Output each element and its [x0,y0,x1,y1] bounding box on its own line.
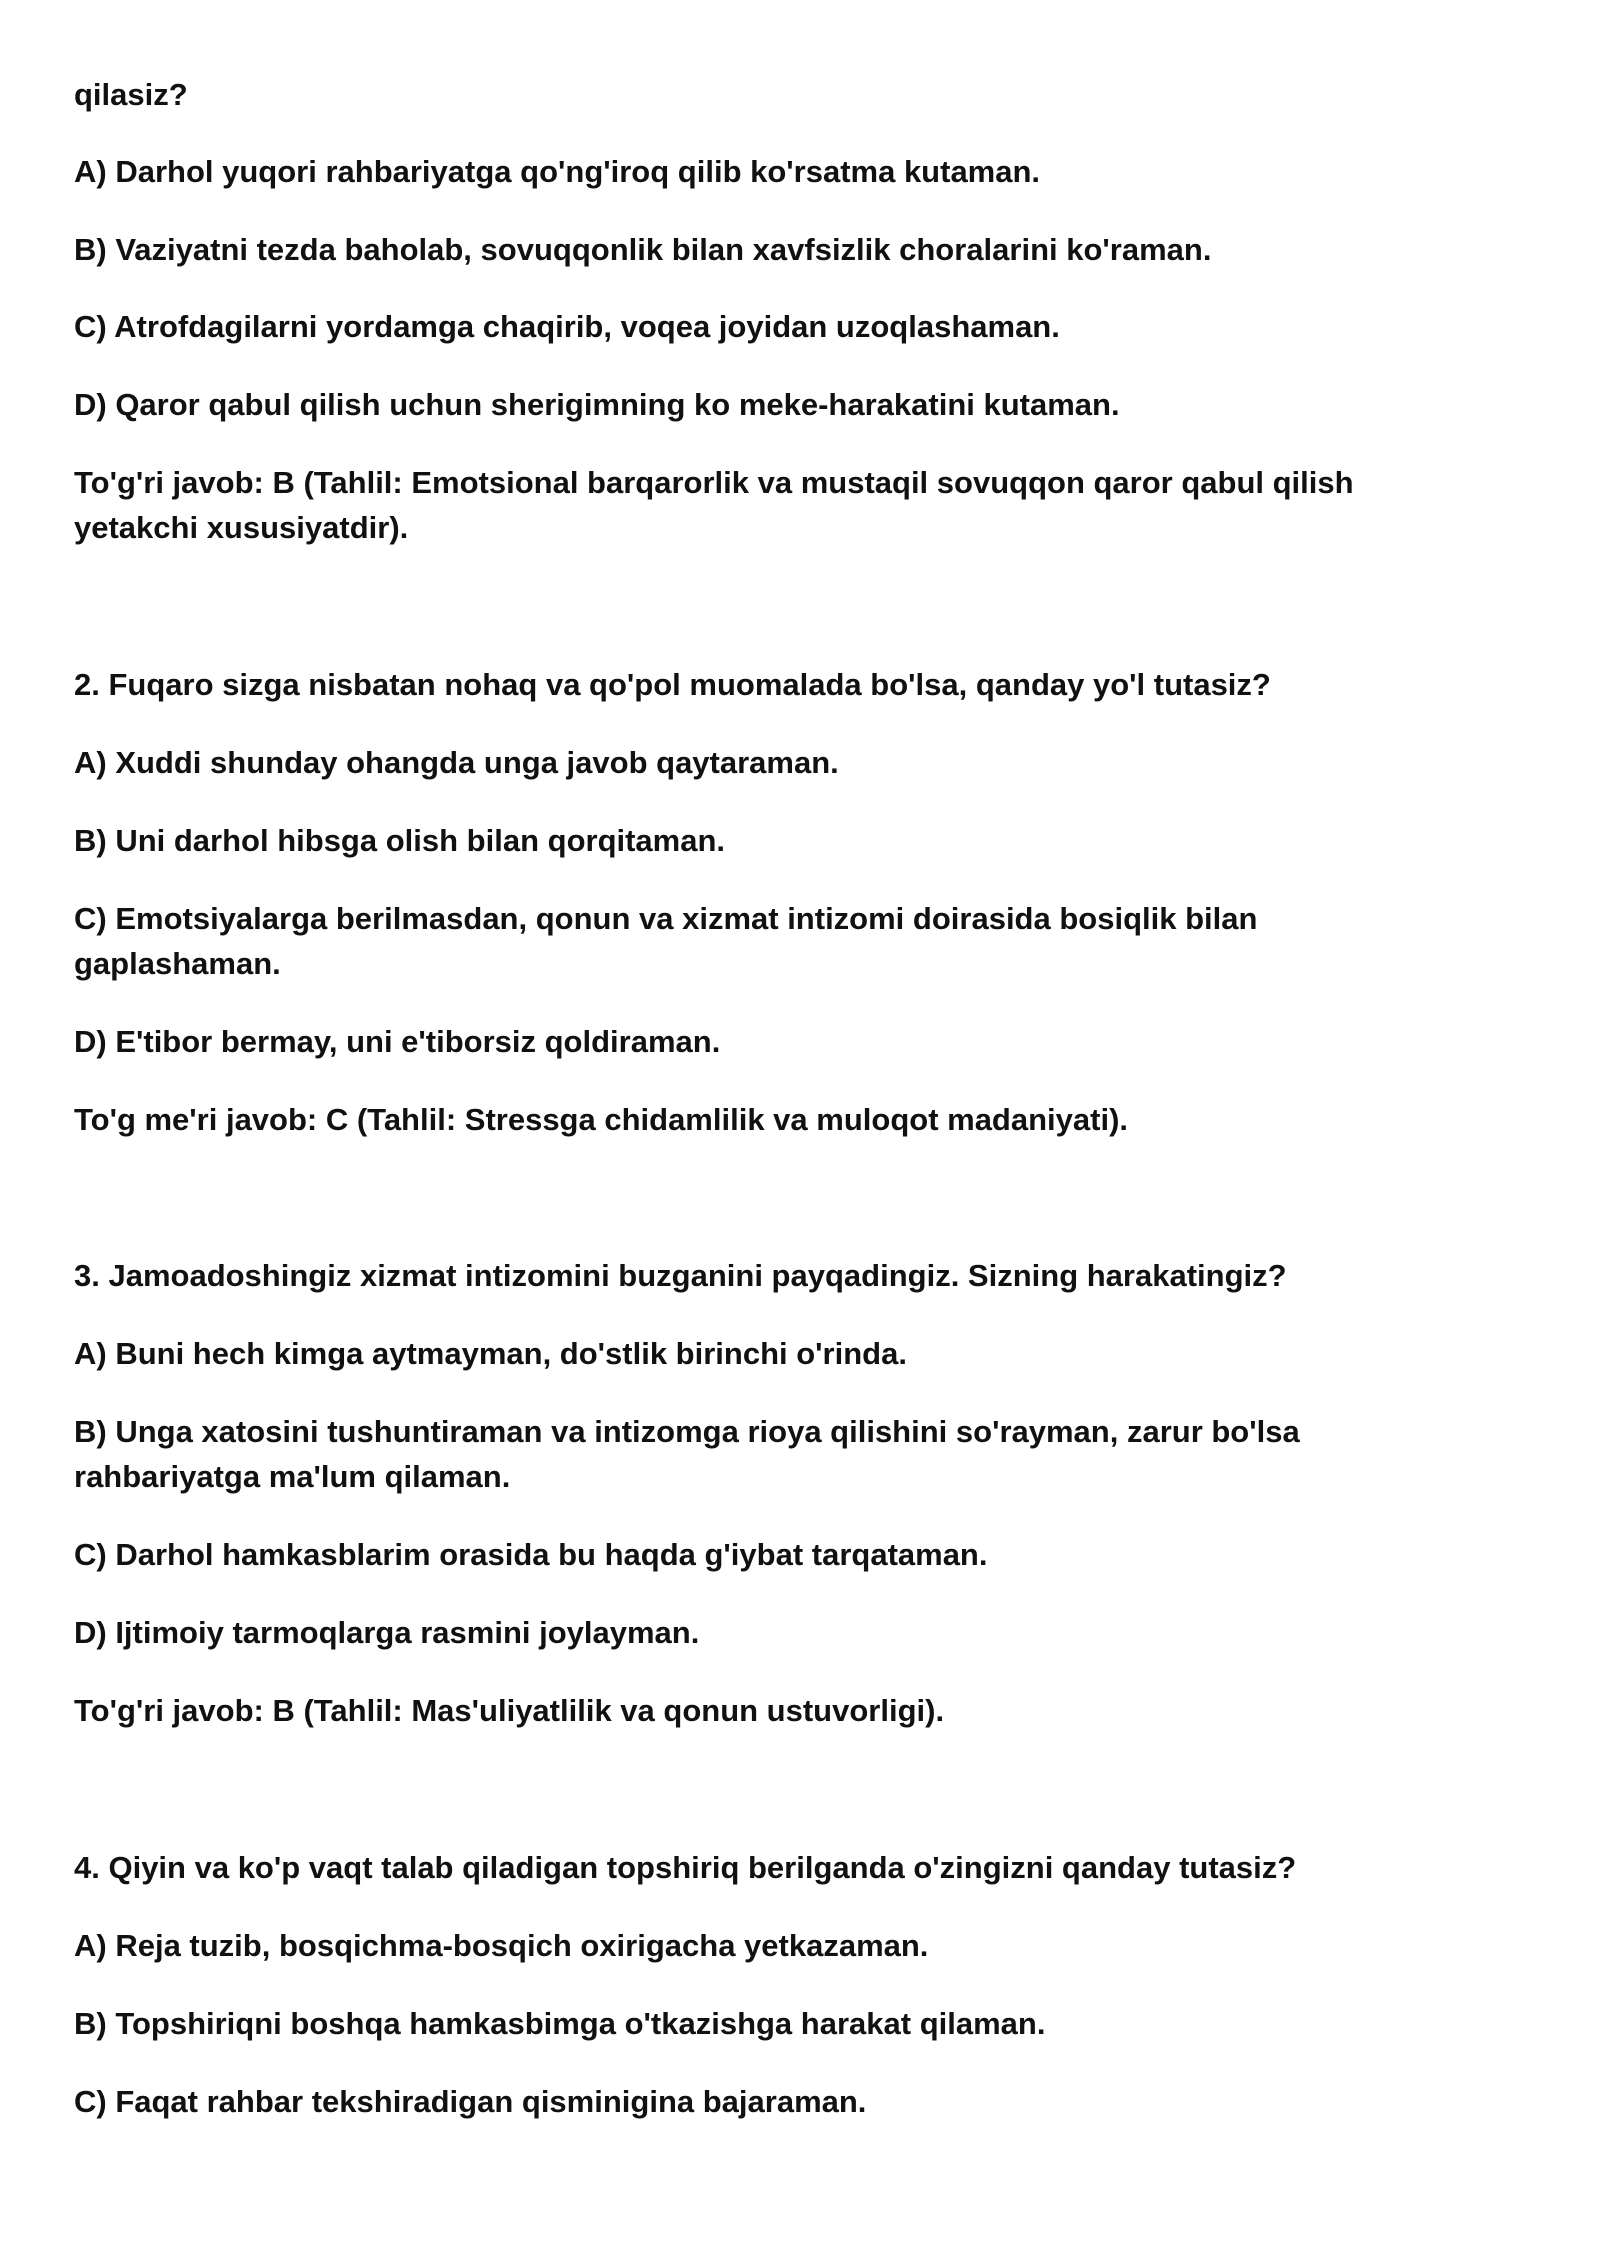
q4-question: 4. Qiyin va ko'p vaqt talab qiladigan topshiriq berilganda o'zingizni qanday tutasiz? [74,1850,1297,1885]
q3-option-c: C) Darhol hamkasblarim orasida bu haqda g'iybat tarqataman. [74,1537,988,1572]
q3-option-b-cont: rahbariyatga ma'lum qilaman. [74,1459,511,1494]
q3-option-d: D) Ijtimoiy tarmoqlarga rasmini joylayman. [74,1615,700,1650]
q1-option-b: B) Vaziyatni tezda baholab, sovuqqonlik bilan xavfsizlik choralarini ko'raman. [74,232,1212,267]
q4-option-a: A) Reja tuzib, bosqichma-bosqich oxirigacha yetkazaman. [74,1928,929,1963]
q4-option-c: C) Faqat rahbar tekshiradigan qisminigina bajaraman. [74,2084,867,2119]
q3-answer: To'g'ri javob: B (Tahlil: Mas'uliyatlilik va qonun ustuvorligi). [74,1693,945,1728]
q1-option-a: A) Darhol yuqori rahbariyatga qo'ng'iroq qilib ko'rsatma kutaman. [74,154,1041,189]
q2-option-c-cont: gaplashaman. [74,946,281,981]
q2-option-c: C) Emotsiyalarga berilmasdan, qonun va xizmat intizomi doirasida bosiqlik bilan [74,901,1258,936]
q2-option-a: A) Xuddi shunday ohangda unga javob qaytaraman. [74,745,839,780]
q1-answer-line2: yetakchi xususiyatdir). [74,510,409,545]
q1-question-tail: qilasiz? [74,77,188,112]
q3-option-a: A) Buni hech kimga aytmayman, do'stlik birinchi o'rinda. [74,1336,907,1371]
q3-question: 3. Jamoadoshingiz xizmat intizomini buzganini payqadingiz. Sizning harakatingiz? [74,1258,1287,1293]
q1-option-d: D) Qaror qabul qilish uchun sherigimning ko meke-harakatini kutaman. [74,387,1120,422]
q2-answer: To'g me'ri javob: C (Tahlil: Stressga chidamlilik va muloqot madaniyati). [74,1102,1129,1137]
q3-option-b: B) Unga xatosini tushuntiraman va intizomga rioya qilishini so'rayman, zarur bo'lsa [74,1414,1300,1449]
q2-option-d: D) E'tibor bermay, uni e'tiborsiz qoldiraman. [74,1024,721,1059]
q2-option-b: B) Uni darhol hibsga olish bilan qorqitaman. [74,823,726,858]
q1-option-c: C) Atrofdagilarni yordamga chaqirib, voqea joyidan uzoqlashaman. [74,309,1060,344]
q1-answer-line1: To'g'ri javob: B (Tahlil: Emotsional barqarorlik va mustaqil sovuqqon qaror qabul qilish [74,465,1354,500]
q4-option-b: B) Topshiriqni boshqa hamkasbimga o'tkazishga harakat qilaman. [74,2006,1046,2041]
q2-question: 2. Fuqaro sizga nisbatan nohaq va qo'pol muomalada bo'lsa, qanday yo'l tutasiz? [74,667,1271,702]
